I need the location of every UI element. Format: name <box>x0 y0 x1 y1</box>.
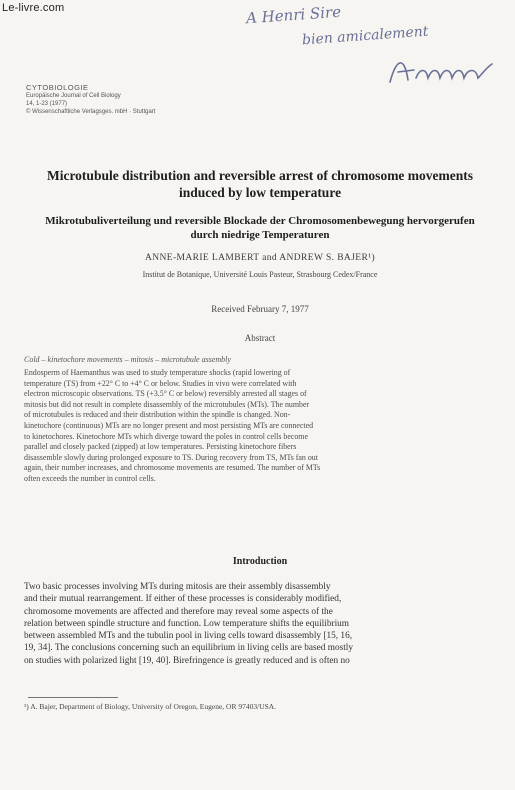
abstract-line: to kinetochores. Kinetochore MTs which diverge toward the poles in control cells become <box>24 431 308 441</box>
journal-name: CYTOBIOLOGIE <box>26 83 89 92</box>
abstract-line: often exceeds the number in control cells. <box>24 473 156 483</box>
handwritten-dedication-line2: bien amicalement <box>301 23 429 49</box>
handwritten-signature <box>386 50 496 90</box>
abstract-line: mitosis but did not result in complete disassembly of the microtubules (MTs). The number <box>24 399 310 409</box>
authors: ANNE-MARIE LAMBERT and ANDREW S. BAJER¹) <box>144 253 376 263</box>
footnote-divider <box>28 697 118 698</box>
introduction-line: relation between spindle structure and function. Low temperature shifts the equilibrium <box>24 618 350 629</box>
abstract-heading: Abstract <box>244 333 276 343</box>
affiliation: Institut de Botanique, Université Louis Pasteur, Strasbourg Cedex/France <box>142 270 378 279</box>
introduction-body <box>24 581 502 667</box>
introduction-line: and their mutual rearrangement. If either of these processes is considerably modified, <box>24 594 342 605</box>
abstract-line: of microtubules is reduced and their distribution within the spindle is changed. Non- <box>24 410 291 420</box>
journal-subtitle: Europäische Journal of Cell Biology <box>26 93 121 99</box>
journal-header <box>26 84 155 116</box>
introduction-line: Two basic processes involving MTs during mitosis are their assembly disassembly <box>24 582 331 592</box>
abstract-line: Endosperm of Haemanthus was used to study temperature shocks (rapid lowering of <box>24 368 291 377</box>
journal-volume: 14, 1-23 (1977) <box>26 101 68 107</box>
watermark: Le-livre.com <box>2 2 65 14</box>
article-title-german: Mikrotubuliverteilung und reversible Blockade der Chromosomenbewegung hervorgerufen durch niedrige Temperaturen <box>45 215 475 241</box>
journal-publisher: © Wissenschaftliche Verlagsges. mbH · Stuttgart <box>26 109 156 115</box>
abstract-line: parallel and closely packed (zipped) at low temperatures. Persisting kinetochore fibers <box>24 442 297 452</box>
abstract-line: temperature (TS) from +22° C to +4° C or below. Studies in vivo were correlated with <box>24 378 297 388</box>
introduction-heading: Introduction <box>232 556 288 567</box>
introduction-line: 19, 34]. The conclusions concerning such an equilibrium in living cells are based mostly <box>24 643 354 654</box>
abstract-line: kinetochore (continuous) MTs are no longer present and most persisting MTs are connected <box>24 420 314 430</box>
footnote: ¹) A. Bajer, Department of Biology, University of Oregon, Eugene, OR 97403/USA. <box>24 702 277 711</box>
introduction-line: chromosome movements are affected and therefore may reveal some aspects of the <box>24 606 333 617</box>
article-title: Microtubule distribution and reversible arrest of chromosome movements induced by low temperature <box>46 168 474 200</box>
introduction-line: between assembled MTs and the tubulin pool in living cells toward disassembly [15, 16, <box>24 631 353 642</box>
handwritten-dedication: A Henri Sire <box>245 2 342 28</box>
abstract-body <box>24 368 498 485</box>
keywords: Cold – kinetochore movements – mitosis – microtubule assembly <box>24 355 231 364</box>
abstract-line: again, their number increases, and chromosome movements are resumed. The number of MTs <box>24 463 321 473</box>
abstract-line: disassemble slowly during prolonged exposure to TS. During recovery from TS, MTs fan out <box>24 452 318 462</box>
introduction-line: on studies with polarized light [19, 40]. Birefringence is greatly reduced and is often no <box>24 655 350 666</box>
abstract-line: electron microscopic observations. TS (+3.5° C or below) reversibly arrested all stages of <box>24 389 307 399</box>
received-date: Received February 7, 1977 <box>211 304 309 314</box>
